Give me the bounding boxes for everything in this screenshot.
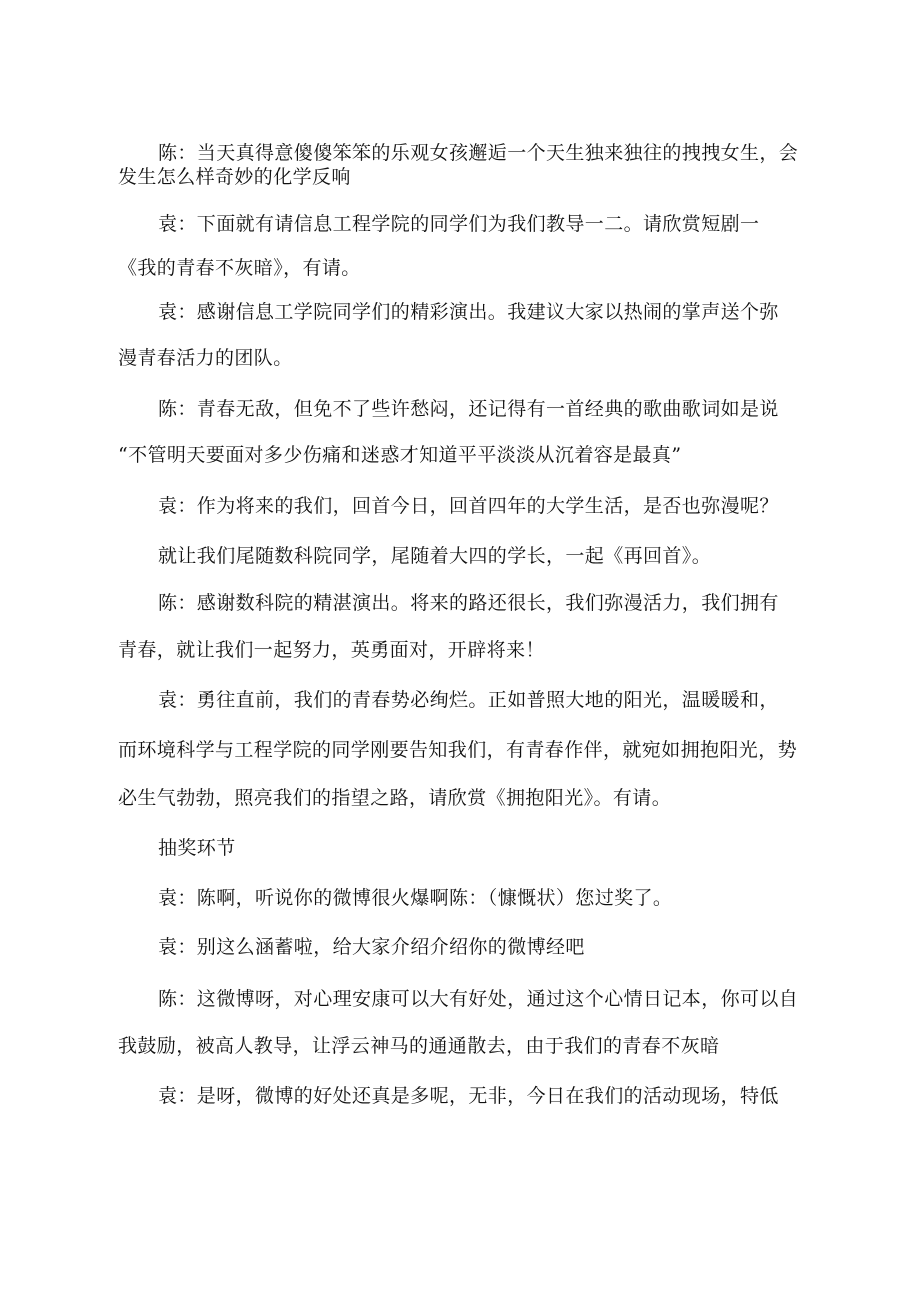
text-line-13: 袁：勇往直前，我们的青春势必绚烂。正如普照大地的阳光，温暖暖和， [158, 689, 779, 711]
text-line-4: 《我的青春不灰暗》，有请。 [118, 257, 361, 279]
text-line-7: 陈：青春无敌，但免不了些许愁闷，还记得有一首经典的歌曲歌词如是说 [158, 398, 779, 420]
text-line-18: 袁：别这么涵蓄啦，给大家介绍介绍你的微博经吧 [158, 936, 585, 958]
text-line-6: 漫青春活力的团队。 [118, 347, 293, 369]
text-line-10: 就让我们尾随数科院同学，尾随着大四的学长，一起《再回首》。 [158, 545, 712, 567]
text-line-8: “不管明天要面对多少伤痛和迷惑才知道平平淡淡从沉着容是最真” [118, 444, 682, 466]
text-line-20: 我鼓励，被高人教导，让浮云神马的通通散去，由于我们的青春不灰暗 [118, 1035, 720, 1057]
text-line-11: 陈：感谢数科院的精湛演出。将来的路还很长，我们弥漫活力，我们拥有 [158, 592, 779, 614]
text-line-1: 陈：当天真得意傻傻笨笨的乐观女孩邂逅一个天生独来独往的拽拽女生，会 [158, 142, 799, 164]
text-line-2: 发生怎么样奇妙的化学反响 [118, 166, 351, 188]
text-line-3: 袁：下面就有请信息工程学院的同学们为我们教导一二。请欣赏短剧一 [158, 213, 760, 235]
text-line-5: 袁：感谢信息工学院同学们的精彩演出。我建议大家以热闹的掌声送个弥 [158, 301, 779, 323]
section-heading-lottery: 抽奖环节 [158, 837, 236, 859]
text-line-17: 袁：陈啊，听说你的微博很火爆啊陈：（慷慨状）您过奖了。 [158, 887, 673, 909]
text-line-21: 袁：是呀，微博的好处还真是多呢，无非，今日在我们的活动现场，特低 [158, 1085, 779, 1107]
text-line-9: 袁：作为将来的我们，回首今日，回首四年的大学生活，是否也弥漫呢？ [158, 495, 779, 517]
text-line-14: 而环境科学与工程学院的同学刚要告知我们，有青春作伴，就宛如拥抱阳光，势 [118, 739, 798, 761]
text-line-15: 必生气勃勃，照亮我们的指望之路，请欣赏《拥抱阳光》。有请。 [118, 787, 672, 809]
text-line-19: 陈：这微博呀，对心理安康可以大有好处，通过这个心情日记本，你可以自 [158, 988, 799, 1010]
text-line-12: 青春，就让我们一起努力，英勇面对，开辟将来！ [118, 639, 545, 661]
